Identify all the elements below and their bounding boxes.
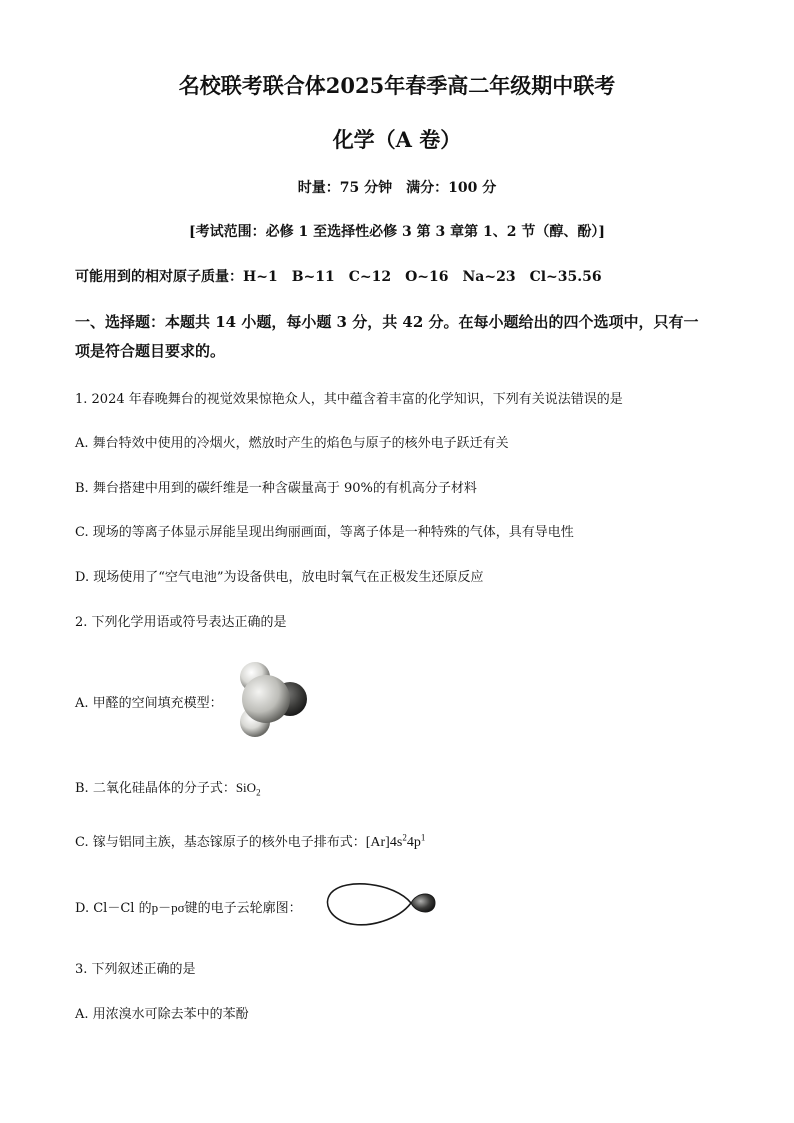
ga-4p: 4p — [406, 835, 421, 850]
section-heading-line2: 项是符合题目要求的。 — [75, 342, 226, 360]
q2-stem: 2. 下列化学用语或符号表达正确的是 — [75, 615, 287, 630]
q2-option-c — [75, 831, 425, 851]
q2-option-d-label: D. Cl－Cl 的 — [75, 901, 152, 916]
q3-option-a: A. 用浓溴水可除去苯中的苯酚 — [75, 1007, 249, 1022]
sio2-text: SiO — [235, 780, 257, 795]
sio2-formula — [235, 780, 261, 798]
ga-4s-sup: 2 — [402, 832, 407, 843]
sio2-subscript: 2 — [256, 787, 261, 798]
q1-option-a: A. 舞台特效中使用的冷烟火，燃放时产生的焰色与原子的核外电子跃迁有关 — [75, 436, 509, 451]
q2-option-c-label: C. 镓与铝同主族，基态镓原子的核外电子排布式： — [75, 835, 366, 850]
q2-option-b — [75, 777, 261, 798]
ga-core: [Ar] — [365, 835, 390, 850]
q2-option-d-suffix: 键的电子云轮廓图： — [184, 901, 302, 916]
q1-stem: 1. 2024 年春晚舞台的视觉效果惊艳众人，其中蕴含着丰富的化学知识，下列有关说法错误的是 — [75, 392, 623, 407]
p-p-sigma-orbital-diagram — [325, 879, 439, 927]
q3-stem: 3. 下列叙述正确的是 — [75, 962, 196, 977]
section-heading-line1: 一、选择题：本题共 14 小题，每小题 3 分，共 42 分。在每小题给出的四个选项中，只有一 — [75, 313, 699, 331]
subject-title: 化学（A 卷） — [332, 127, 462, 152]
p-p-sigma: p－pσ — [151, 900, 185, 915]
q2-option-b-label: B. 二氧化硅晶体的分子式： — [75, 781, 236, 796]
atomic-masses: 可能用到的相对原子质量：H~1 B~11 C~12 O~16 Na~23 Cl~35.56 — [75, 269, 602, 285]
q1-option-b: B. 舞台搭建中用到的碳纤维是一种含碳量高于 90%的有机高分子材料 — [75, 481, 477, 496]
time-score: 时量：75 分钟 满分：100 分 — [297, 180, 497, 196]
q2-option-a: A. 甲醛的空间填充模型： — [75, 696, 223, 711]
small-lobe — [411, 894, 435, 912]
ga-4s: 4s — [389, 835, 403, 850]
carbon-atom — [242, 675, 290, 723]
exam-scope: [考试范围：必修 1 至选择性必修 3 第 3 章第 1、2 节（醇、酚）] — [189, 224, 605, 240]
ga-4p-sup: 1 — [420, 832, 426, 843]
exam-title: 名校联考联合体2025年春季高二年级期中联考 — [178, 73, 616, 98]
q1-option-d: D. 现场使用了“空气电池”为设备供电，放电时氧气在正极发生还原反应 — [75, 570, 484, 585]
q1-option-c: C. 现场的等离子体显示屏能呈现出绚丽画面，等离子体是一种特殊的气体，具有导电性 — [75, 525, 574, 540]
formaldehyde-space-filling-model — [228, 658, 312, 740]
q2-option-d — [75, 897, 302, 916]
large-lobe — [328, 884, 411, 925]
ga-configuration — [365, 832, 426, 850]
